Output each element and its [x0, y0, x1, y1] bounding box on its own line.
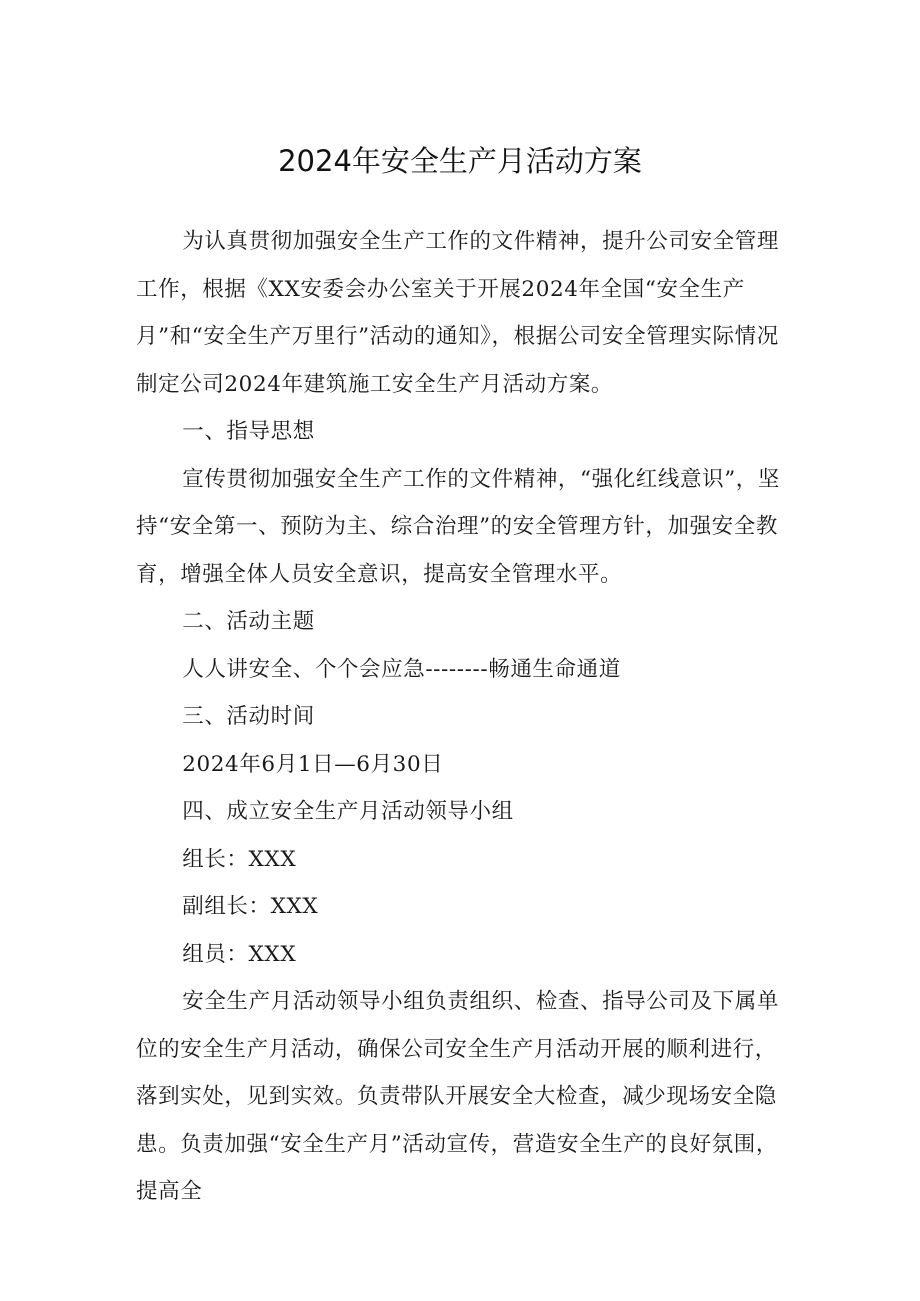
document-body	[136, 218, 796, 1216]
section-heading-activity-theme: 二、活动主题	[182, 609, 315, 634]
section-heading-guiding-ideology: 一、指导思想	[182, 419, 315, 444]
intro-paragraph: 为认真贯彻加强安全生产工作的文件精神，提升公司安全管理工作，根据《XX安委会办公室关于开展2024年全国“安全生产月”和“安全生产万里行”活动的通知》，根据公司安全管理实际情况制定公司2024年建筑施工安全生产月活动方案。	[136, 229, 779, 397]
guiding-ideology-paragraph: 宣传贯彻加强安全生产工作的文件精神，“强化红线意识”，坚持“安全第一、预防为主、综合治理”的安全管理方针，加强安全教育，增强全体人员安全意识，提高安全管理水平。	[136, 466, 781, 587]
section-heading-leadership-group: 四、成立安全生产月活动领导小组	[182, 799, 514, 824]
group-members-line: 组员：XXX	[182, 941, 297, 967]
group-leader-line: 组长：XXX	[182, 846, 297, 872]
section-heading-activity-time: 三、活动时间	[182, 704, 315, 729]
deputy-leader-line: 副组长：XXX	[182, 894, 319, 919]
document-title: 2024年安全生产月活动方案	[278, 144, 642, 178]
activity-theme-text: 人人讲安全、个个会应急--------畅通生命通道	[182, 656, 621, 682]
leadership-duties-paragraph: 安全生产月活动领导小组负责组织、检查、指导公司及下属单位的安全生产月活动，确保公司安全生产月活动开展的顺利进行，落到实处，见到实效。负责带队开展安全大检查，减少现场安全隐患。负责加强“安全生产月”活动宣传，营造安全生产的良好氛围，提高全	[136, 989, 779, 1204]
activity-time-text: 2024年6月1日—6月30日	[182, 751, 444, 777]
